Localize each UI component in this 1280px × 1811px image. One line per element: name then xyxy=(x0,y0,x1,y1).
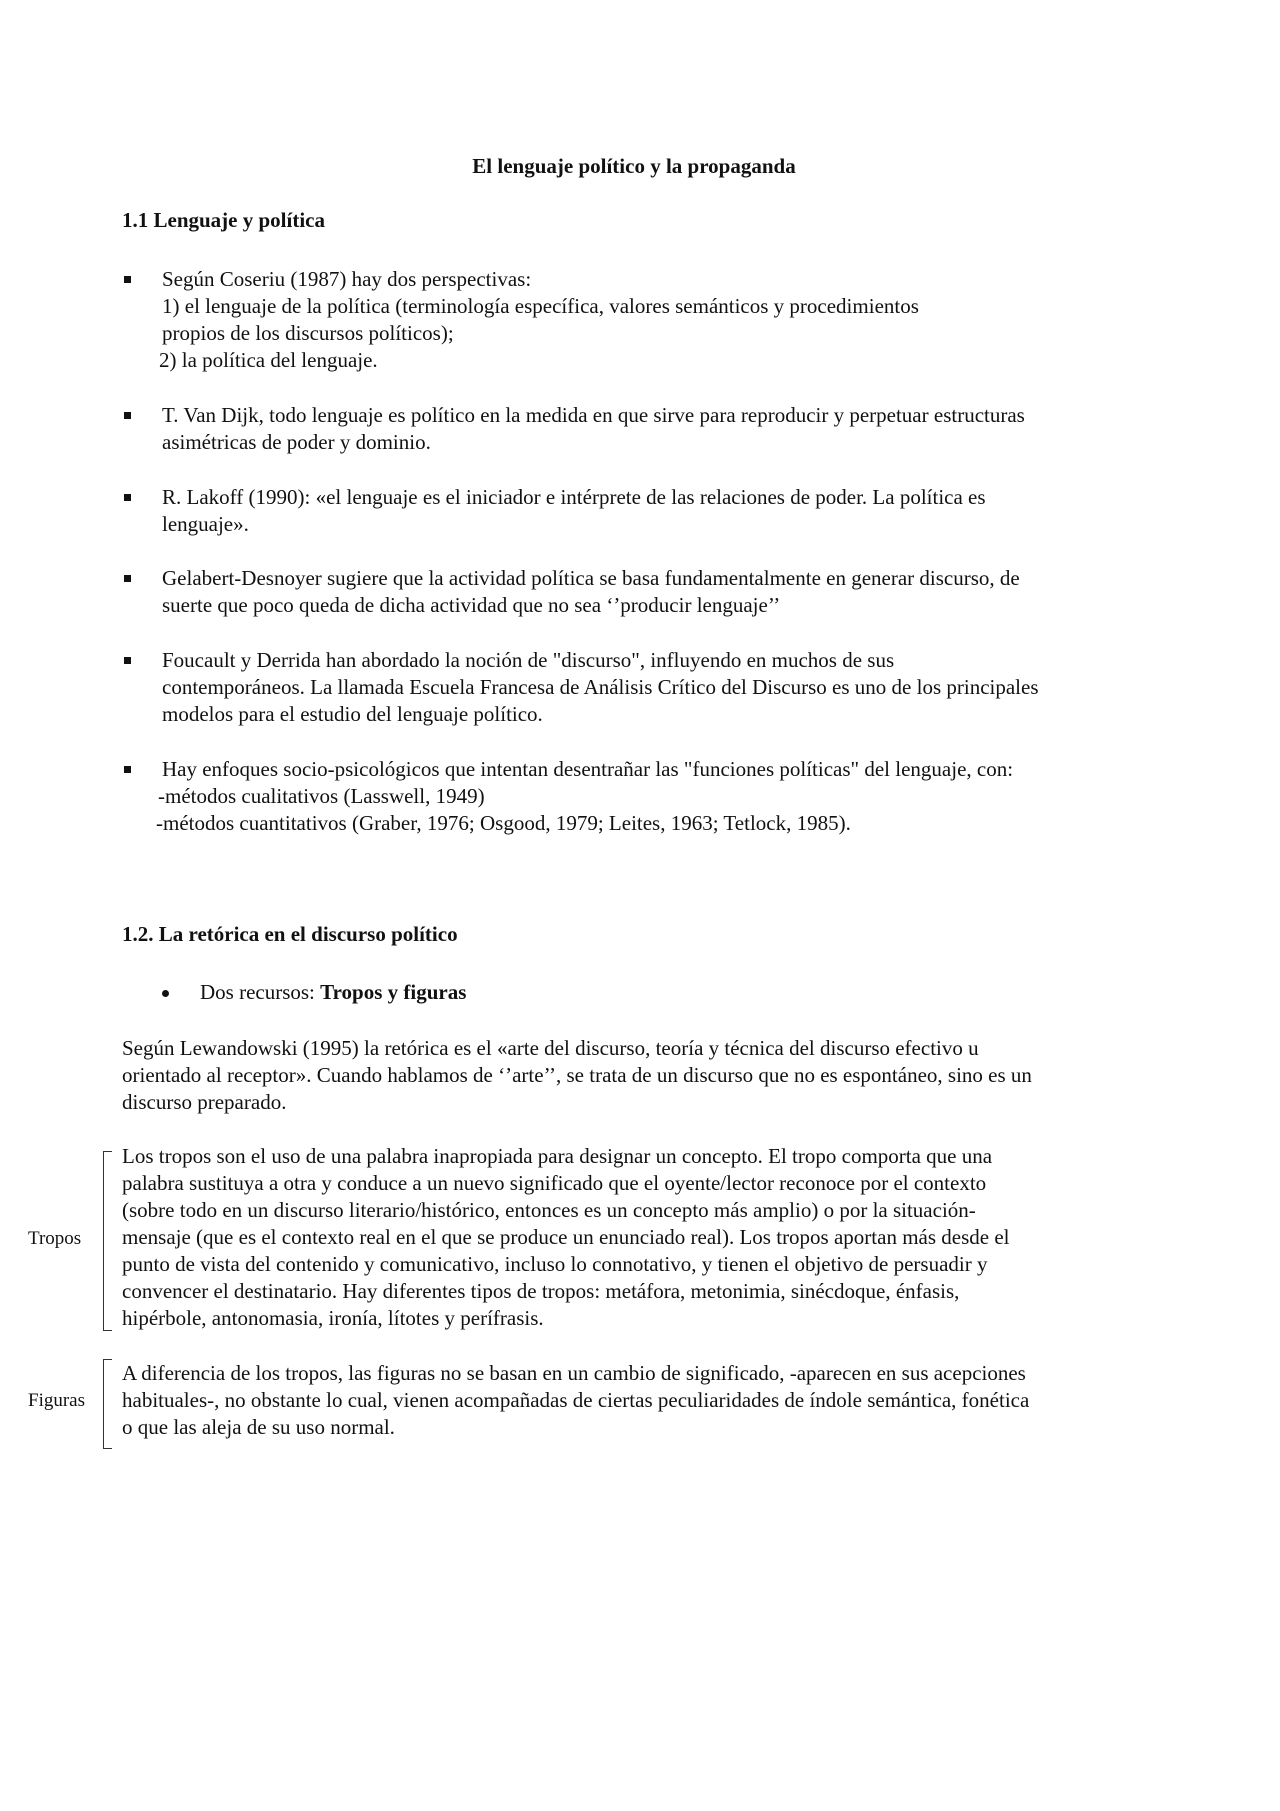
document-title: El lenguaje político y la propaganda xyxy=(472,154,796,178)
figuras-side-label: Figuras xyxy=(28,1390,85,1411)
bullet-line: 2) la política del lenguaje. xyxy=(159,348,378,372)
bullet-line: Según Coseriu (1987) hay dos perspectivas: xyxy=(162,267,532,291)
bullet-line: propios de los discursos políticos); xyxy=(162,321,454,345)
bullet-line: Foucault y Derrida han abordado la noción de "discurso", influyendo en muchos de sus xyxy=(162,648,895,672)
bullet-line: contemporáneos. La llamada Escuela Francesa de Análisis Crítico del Discurso es uno de los principales xyxy=(162,675,1039,699)
paragraph-figuras xyxy=(122,1360,1162,1441)
tropos-bracket xyxy=(103,1151,112,1331)
bullet-line: lenguaje». xyxy=(162,512,249,536)
paragraph-line: Según Lewandowski (1995) la retórica es el «arte del discurso, teoría y técnica del discurso efectivo u xyxy=(122,1036,979,1060)
square-bullet-icon xyxy=(124,575,131,582)
square-bullet-icon xyxy=(124,766,131,773)
bullet-line: Hay enfoques socio-psicológicos que intentan desentrañar las "funciones políticas" del lenguaje, con: xyxy=(162,757,1014,781)
paragraph-line: hipérbole, antonomasia, ironía, lítotes y perífrasis. xyxy=(122,1306,544,1330)
paragraph-line: A diferencia de los tropos, las figuras no se basan en un cambio de significado, -aparecen en sus acepciones xyxy=(122,1361,1026,1385)
bullet-item-foucault xyxy=(122,647,1162,728)
tropos-side-label: Tropos xyxy=(28,1228,82,1249)
bullet-line: Gelabert-Desnoyer sugiere que la actividad política se basa fundamentalmente en generar discurso, de xyxy=(162,566,1020,590)
bullet-line: T. Van Dijk, todo lenguaje es político en la medida en que sirve para reproducir y perpetuar estructuras xyxy=(162,403,1025,427)
paragraph-line: o que las aleja de su uso normal. xyxy=(122,1415,395,1439)
square-bullet-icon xyxy=(124,494,131,501)
bullet-line: -métodos cuantitativos (Graber, 1976; Osgood, 1979; Leites, 1963; Tetlock, 1985). xyxy=(156,811,851,835)
paragraph-line: Los tropos son el uso de una palabra inapropiada para designar un concepto. El tropo comporta que una xyxy=(122,1144,993,1168)
paragraph-line: orientado al receptor». Cuando hablamos de ‘’arte’’, se trata de un discurso que no es espontáneo, sino es un xyxy=(122,1063,1032,1087)
bullet-line: -métodos cualitativos (Lasswell, 1949) xyxy=(158,784,485,808)
bullet-item-van-dijk xyxy=(122,402,1162,456)
bullet-item-socio-psicologicos xyxy=(122,756,1162,837)
paragraph-line: discurso preparado. xyxy=(122,1090,287,1114)
section-heading-lenguaje-politica: 1.1 Lenguaje y política xyxy=(122,208,325,232)
paragraph-line: mensaje (que es el contexto real en el que se produce un enunciado real). Los tropos aportan más desde el xyxy=(122,1225,1010,1249)
recursos-prefix: Dos recursos: xyxy=(200,980,321,1004)
bullet-item-lakoff xyxy=(122,484,1162,538)
bullet-item-recursos xyxy=(162,979,466,1006)
square-bullet-icon xyxy=(124,412,131,419)
bullet-line: R. Lakoff (1990): «el lenguaje es el iniciador e intérprete de las relaciones de poder. La política es xyxy=(162,485,986,509)
paragraph-lewandowski xyxy=(122,1035,1162,1116)
bullet-line: suerte que poco queda de dicha actividad que no sea ‘’producir lenguaje’’ xyxy=(162,593,781,617)
bullet-line: modelos para el estudio del lenguaje político. xyxy=(162,702,543,726)
square-bullet-icon xyxy=(124,657,131,664)
bullet-line: 1) el lenguaje de la política (terminología específica, valores semánticos y procedimientos xyxy=(162,294,919,318)
paragraph-tropos xyxy=(122,1143,1162,1332)
paragraph-line: convencer el destinatario. Hay diferentes tipos de tropos: metáfora, metonimia, sinécdoque, énfasis, xyxy=(122,1279,960,1303)
paragraph-line: (sobre todo en un discurso literario/histórico, entonces es un concepto más amplio) o por la situación- xyxy=(122,1198,976,1222)
paragraph-line: punto de vista del contenido y comunicativo, incluso lo connotativo, y tienen el objetivo de persuadir y xyxy=(122,1252,988,1276)
round-bullet-icon xyxy=(162,990,169,997)
section-heading-retorica: 1.2. La retórica en el discurso político xyxy=(122,922,458,946)
recursos-bold: Tropos y figuras xyxy=(320,980,467,1004)
paragraph-line: habituales-, no obstante lo cual, vienen acompañadas de ciertas peculiaridades de índole semántica, fonética xyxy=(122,1388,1030,1412)
paragraph-line: palabra sustituya a otra y conduce a un nuevo significado que el oyente/lector reconoce por el contexto xyxy=(122,1171,987,1195)
square-bullet-icon xyxy=(124,276,131,283)
bullet-line: asimétricas de poder y dominio. xyxy=(162,430,431,454)
figuras-bracket xyxy=(103,1359,112,1449)
bullet-item-coseriu xyxy=(122,266,1162,374)
bullet-item-gelabert xyxy=(122,565,1162,619)
